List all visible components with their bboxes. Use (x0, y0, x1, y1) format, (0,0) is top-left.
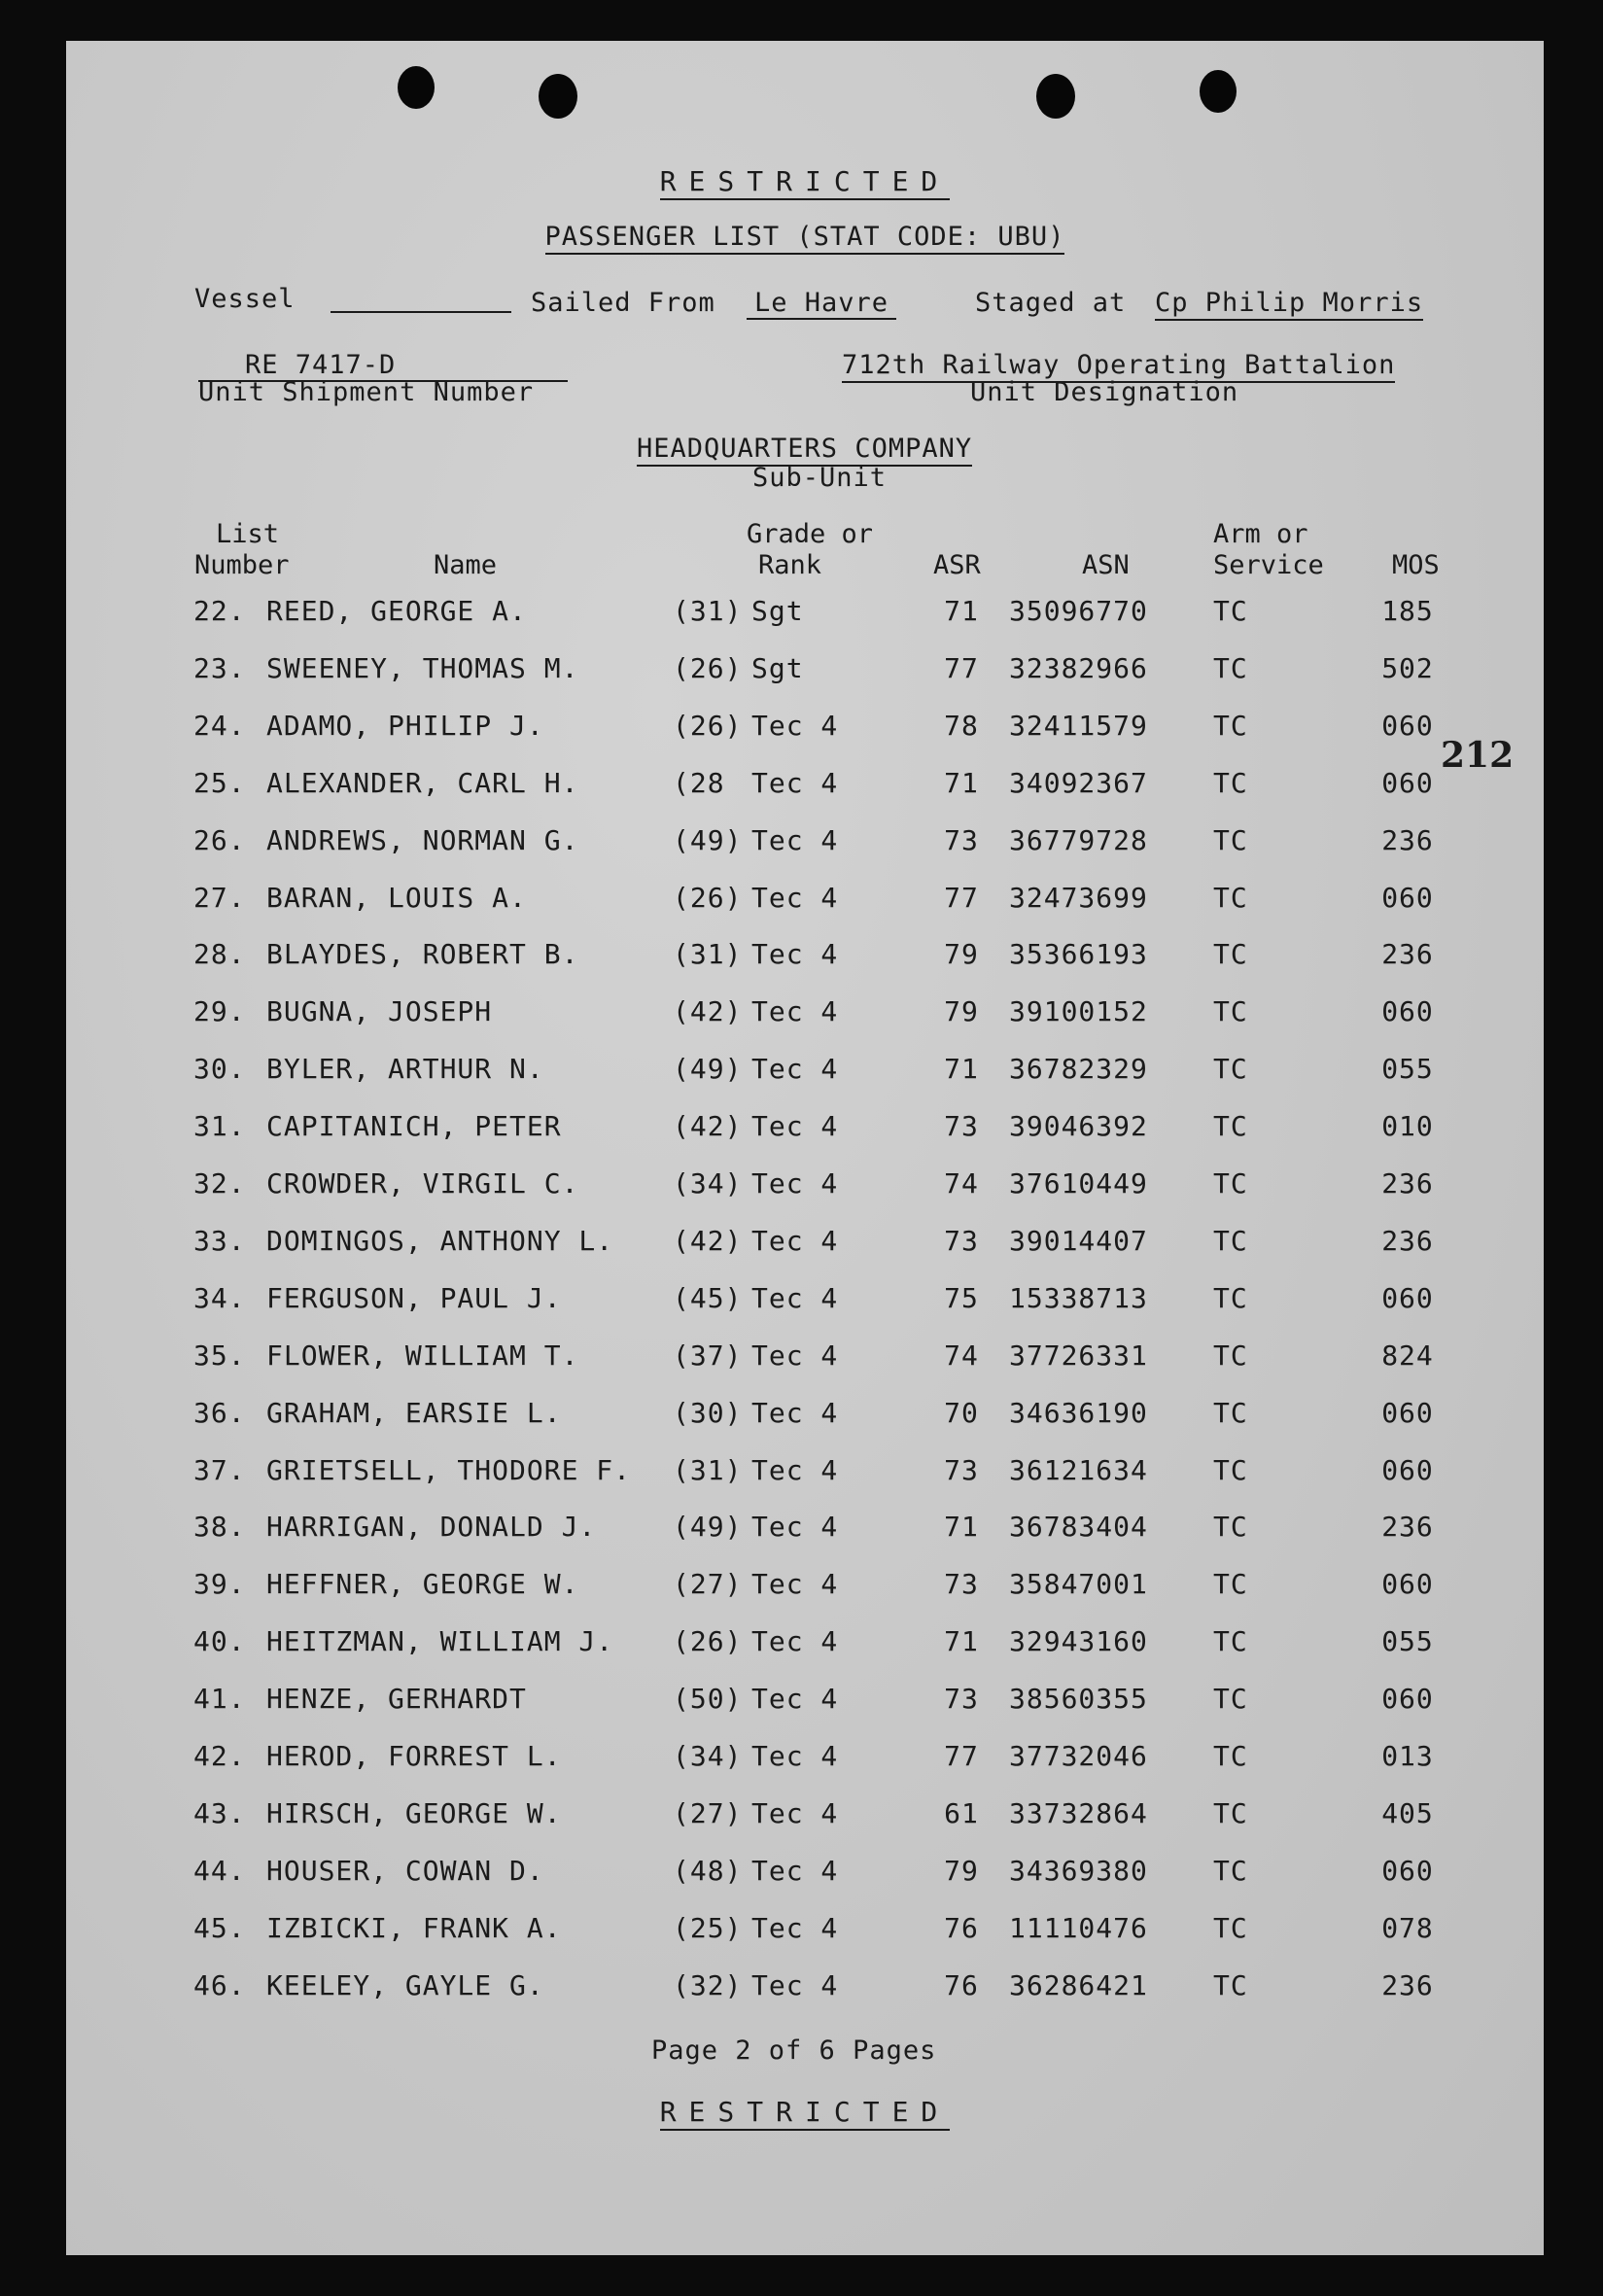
asr-score: 73 (944, 823, 979, 856)
passenger-name: KEELEY, GAYLE G. (266, 1968, 544, 2001)
list-number: 24. (193, 709, 246, 742)
table-row (66, 1225, 1544, 1264)
mos-code: 236 (1381, 1511, 1434, 1544)
table-row (66, 1969, 1544, 2008)
punch-hole (1036, 74, 1075, 119)
sailed-from-label: Sailed From (531, 288, 715, 318)
army-serial-number: 35366193 (1009, 938, 1148, 971)
army-serial-number: 39014407 (1009, 1224, 1148, 1257)
grade-or-rank: Tec 4 (751, 1854, 839, 1887)
table-row (66, 1339, 1544, 1378)
arm-or-service: TC (1213, 1396, 1248, 1429)
mos-code: 060 (1381, 1453, 1434, 1486)
arm-or-service: TC (1213, 995, 1248, 1028)
arm-or-service: TC (1213, 1053, 1248, 1086)
passenger-name: HENZE, GERHARDT (266, 1683, 527, 1716)
grade-or-rank: Tec 4 (751, 1796, 839, 1829)
table-row (66, 995, 1544, 1034)
classification-footer: RESTRICTED (66, 2096, 1544, 2128)
mos-code: 060 (1381, 1281, 1434, 1314)
passenger-name: ADAMO, PHILIP J. (266, 709, 544, 742)
mos-code: 055 (1381, 1625, 1434, 1658)
list-number: 46. (193, 1968, 246, 2001)
army-serial-number: 32382966 (1009, 651, 1148, 684)
grade-or-rank: Tec 4 (751, 995, 839, 1028)
passenger-name: ANDREWS, NORMAN G. (266, 823, 579, 856)
passenger-age: (50) (673, 1683, 743, 1716)
asr-score: 77 (944, 651, 979, 684)
passenger-name: CAPITANICH, PETER (266, 1110, 562, 1143)
table-row (66, 938, 1544, 977)
arm-or-service: TC (1213, 1740, 1248, 1772)
passenger-age: (30) (673, 1396, 743, 1429)
grade-or-rank: Sgt (751, 651, 804, 684)
list-number: 41. (193, 1683, 246, 1716)
grade-or-rank: Tec 4 (751, 1339, 839, 1372)
passenger-age: (49) (673, 1511, 743, 1544)
grade-or-rank: Tec 4 (751, 823, 839, 856)
table-row (66, 767, 1544, 806)
passenger-age: (26) (673, 1625, 743, 1658)
asr-score: 73 (944, 1224, 979, 1257)
passenger-name: HARRIGAN, DONALD J. (266, 1511, 597, 1544)
passenger-age: (42) (673, 1110, 743, 1143)
grade-or-rank: Tec 4 (751, 709, 839, 742)
mos-code: 405 (1381, 1796, 1434, 1829)
mos-code: 060 (1381, 995, 1434, 1028)
staged-at-value: Cp Philip Morris (1155, 288, 1423, 318)
passenger-age: (26) (673, 881, 743, 914)
table-row (66, 1797, 1544, 1836)
passenger-name: GRAHAM, EARSIE L. (266, 1396, 562, 1429)
passenger-name: GRIETSELL, THODORE F. (266, 1453, 632, 1486)
grade-or-rank: Tec 4 (751, 1740, 839, 1772)
passenger-name: FLOWER, WILLIAM T. (266, 1339, 579, 1372)
passenger-age: (34) (673, 1167, 743, 1200)
grade-or-rank: Tec 4 (751, 1683, 839, 1716)
grade-or-rank: Tec 4 (751, 938, 839, 971)
mos-code: 236 (1381, 1224, 1434, 1257)
passenger-name: BYLER, ARTHUR N. (266, 1053, 544, 1086)
table-row (66, 1053, 1544, 1092)
arm-or-service: TC (1213, 1339, 1248, 1372)
army-serial-number: 34636190 (1009, 1396, 1148, 1429)
list-number: 35. (193, 1339, 246, 1372)
army-serial-number: 39100152 (1009, 995, 1148, 1028)
passenger-name: SWEENEY, THOMAS M. (266, 651, 579, 684)
table-row (66, 595, 1544, 634)
table-row (66, 1397, 1544, 1436)
arm-or-service: TC (1213, 938, 1248, 971)
army-serial-number: 37726331 (1009, 1339, 1148, 1372)
army-serial-number: 35096770 (1009, 595, 1148, 627)
passenger-age: (34) (673, 1740, 743, 1772)
army-serial-number: 35847001 (1009, 1568, 1148, 1601)
passenger-name: HEITZMAN, WILLIAM J. (266, 1625, 614, 1658)
table-row (66, 1454, 1544, 1493)
list-number: 43. (193, 1796, 246, 1829)
asr-score: 61 (944, 1796, 979, 1829)
army-serial-number: 11110476 (1009, 1911, 1148, 1944)
asr-score: 79 (944, 995, 979, 1028)
army-serial-number: 15338713 (1009, 1281, 1148, 1314)
arm-or-service: TC (1213, 1854, 1248, 1887)
army-serial-number: 38560355 (1009, 1683, 1148, 1716)
passenger-name: HEROD, FORREST L. (266, 1740, 562, 1772)
passenger-list-title: PASSENGER LIST (STAT CODE: UBU) (66, 222, 1544, 252)
unit-shipment-number-value: RE 7417-D (198, 350, 568, 382)
mos-code: 013 (1381, 1740, 1434, 1772)
grade-or-rank: Tec 4 (751, 1568, 839, 1601)
grade-or-rank: Tec 4 (751, 766, 839, 799)
arm-or-service: TC (1213, 1968, 1248, 2001)
vessel-label: Vessel (194, 284, 296, 314)
grade-or-rank: Tec 4 (751, 1911, 839, 1944)
list-number: 25. (193, 766, 246, 799)
vessel-value (331, 284, 511, 313)
unit-designation-value: 712th Railway Operating Battalion (842, 350, 1395, 380)
army-serial-number: 33732864 (1009, 1796, 1148, 1829)
list-number: 40. (193, 1625, 246, 1658)
list-number: 26. (193, 823, 246, 856)
punch-hole (398, 66, 435, 109)
asr-score: 74 (944, 1167, 979, 1200)
passenger-age: (49) (673, 823, 743, 856)
table-row (66, 1912, 1544, 1951)
column-header-grade: Grade or Rank (747, 519, 874, 580)
table-row (66, 1511, 1544, 1549)
arm-or-service: TC (1213, 1625, 1248, 1658)
mos-code: 055 (1381, 1053, 1434, 1086)
army-serial-number: 39046392 (1009, 1110, 1148, 1143)
punch-hole (1200, 70, 1237, 113)
army-serial-number: 34092367 (1009, 766, 1148, 799)
arm-or-service: TC (1213, 1453, 1248, 1486)
asr-score: 71 (944, 1625, 979, 1658)
mos-code: 236 (1381, 1167, 1434, 1200)
sub-unit-value: HEADQUARTERS COMPANY (637, 434, 972, 464)
passenger-name: HOUSER, COWAN D. (266, 1854, 544, 1887)
list-number: 44. (193, 1854, 246, 1887)
arm-or-service: TC (1213, 766, 1248, 799)
list-number: 38. (193, 1511, 246, 1544)
arm-or-service: TC (1213, 595, 1248, 627)
passenger-age: (49) (673, 1053, 743, 1086)
asr-score: 71 (944, 1053, 979, 1086)
asr-score: 70 (944, 1396, 979, 1429)
arm-or-service: TC (1213, 1911, 1248, 1944)
list-number: 27. (193, 881, 246, 914)
mos-code: 060 (1381, 1568, 1434, 1601)
passenger-age: (45) (673, 1281, 743, 1314)
asr-score: 71 (944, 766, 979, 799)
asr-score: 73 (944, 1110, 979, 1143)
mos-code: 060 (1381, 1683, 1434, 1716)
passenger-age: (31) (673, 1453, 743, 1486)
column-header-asr: ASR (933, 550, 981, 580)
passenger-age: (31) (673, 595, 743, 627)
army-serial-number: 36783404 (1009, 1511, 1148, 1544)
asr-score: 73 (944, 1453, 979, 1486)
passenger-age: (27) (673, 1568, 743, 1601)
document-sheet (66, 41, 1544, 2255)
grade-or-rank: Tec 4 (751, 881, 839, 914)
sub-unit-label: Sub-Unit (752, 463, 888, 493)
mos-code: 060 (1381, 1396, 1434, 1429)
arm-or-service: TC (1213, 881, 1248, 914)
army-serial-number: 37732046 (1009, 1740, 1148, 1772)
list-number: 37. (193, 1453, 246, 1486)
grade-or-rank: Tec 4 (751, 1281, 839, 1314)
table-row (66, 1568, 1544, 1607)
table-row (66, 1855, 1544, 1894)
mos-code: 236 (1381, 938, 1434, 971)
table-row (66, 710, 1544, 748)
list-number: 31. (193, 1110, 246, 1143)
grade-or-rank: Tec 4 (751, 1396, 839, 1429)
passenger-age: (26) (673, 651, 743, 684)
passenger-name: REED, GEORGE A. (266, 595, 527, 627)
sailed-from-value: Le Havre (747, 288, 896, 318)
mos-code: 060 (1381, 766, 1434, 799)
passenger-age: (32) (673, 1968, 743, 2001)
column-header-name: Name (434, 550, 498, 580)
passenger-age: (48) (673, 1854, 743, 1887)
list-number: 22. (193, 595, 246, 627)
passenger-age: (27) (673, 1796, 743, 1829)
arm-or-service: TC (1213, 709, 1248, 742)
passenger-age: (42) (673, 995, 743, 1028)
mos-code: 236 (1381, 823, 1434, 856)
column-header-mos: MOS (1392, 550, 1440, 580)
mos-code: 060 (1381, 881, 1434, 914)
list-number: 36. (193, 1396, 246, 1429)
passenger-name: ALEXANDER, CARL H. (266, 766, 579, 799)
asr-score: 75 (944, 1281, 979, 1314)
passenger-name: DOMINGOS, ANTHONY L. (266, 1224, 614, 1257)
list-number: 32. (193, 1167, 246, 1200)
list-number: 45. (193, 1911, 246, 1944)
asr-score: 71 (944, 1511, 979, 1544)
grade-or-rank: Tec 4 (751, 1511, 839, 1544)
grade-or-rank: Tec 4 (751, 1453, 839, 1486)
asr-score: 71 (944, 595, 979, 627)
army-serial-number: 32411579 (1009, 709, 1148, 742)
mos-code: 824 (1381, 1339, 1434, 1372)
asr-score: 77 (944, 881, 979, 914)
list-number: 23. (193, 651, 246, 684)
passenger-name: HEFFNER, GEORGE W. (266, 1568, 579, 1601)
list-number: 42. (193, 1740, 246, 1772)
mos-code: 010 (1381, 1110, 1434, 1143)
passenger-name: IZBICKI, FRANK A. (266, 1911, 562, 1944)
army-serial-number: 36286421 (1009, 1968, 1148, 2001)
list-number: 28. (193, 938, 246, 971)
army-serial-number: 36779728 (1009, 823, 1148, 856)
passenger-name: HIRSCH, GEORGE W. (266, 1796, 562, 1829)
passenger-name: BLAYDES, ROBERT B. (266, 938, 579, 971)
asr-score: 77 (944, 1740, 979, 1772)
mos-code: 060 (1381, 1854, 1434, 1887)
list-number: 39. (193, 1568, 246, 1601)
grade-or-rank: Tec 4 (751, 1167, 839, 1200)
page-indicator: Page 2 of 6 Pages (651, 2035, 937, 2066)
table-row (66, 824, 1544, 863)
arm-or-service: TC (1213, 651, 1248, 684)
asr-score: 73 (944, 1568, 979, 1601)
mos-code: 236 (1381, 1968, 1434, 2001)
passenger-age: (42) (673, 1224, 743, 1257)
passenger-age: (31) (673, 938, 743, 971)
army-serial-number: 32473699 (1009, 881, 1148, 914)
grade-or-rank: Tec 4 (751, 1053, 839, 1086)
asr-score: 79 (944, 938, 979, 971)
punch-hole (539, 74, 577, 119)
arm-or-service: TC (1213, 1224, 1248, 1257)
table-row (66, 1282, 1544, 1321)
table-row (66, 1167, 1544, 1206)
grade-or-rank: Tec 4 (751, 1110, 839, 1143)
passenger-age: (26) (673, 709, 743, 742)
table-row (66, 882, 1544, 921)
grade-or-rank: Tec 4 (751, 1625, 839, 1658)
army-serial-number: 32943160 (1009, 1625, 1148, 1658)
arm-or-service: TC (1213, 1281, 1248, 1314)
grade-or-rank: Tec 4 (751, 1968, 839, 2001)
list-number: 29. (193, 995, 246, 1028)
asr-score: 74 (944, 1339, 979, 1372)
passenger-name: BARAN, LOUIS A. (266, 881, 527, 914)
table-row (66, 1683, 1544, 1722)
army-serial-number: 34369380 (1009, 1854, 1148, 1887)
passenger-age: (25) (673, 1911, 743, 1944)
army-serial-number: 36782329 (1009, 1053, 1148, 1086)
arm-or-service: TC (1213, 1683, 1248, 1716)
arm-or-service: TC (1213, 1796, 1248, 1829)
passenger-name: CROWDER, VIRGIL C. (266, 1167, 579, 1200)
passenger-name: FERGUSON, PAUL J. (266, 1281, 562, 1314)
asr-score: 79 (944, 1854, 979, 1887)
arm-or-service: TC (1213, 823, 1248, 856)
list-number: 30. (193, 1053, 246, 1086)
unit-designation-label: Unit Designation (970, 377, 1239, 407)
list-number: 34. (193, 1281, 246, 1314)
army-serial-number: 37610449 (1009, 1167, 1148, 1200)
asr-score: 73 (944, 1683, 979, 1716)
passenger-age: (28 (673, 766, 725, 799)
arm-or-service: TC (1213, 1568, 1248, 1601)
column-header-asn: ASN (1082, 550, 1130, 580)
staged-at-label: Staged at (975, 288, 1127, 318)
page-stamp: 212 (1441, 735, 1515, 776)
mos-code: 060 (1381, 709, 1434, 742)
mos-code: 502 (1381, 651, 1434, 684)
arm-or-service: TC (1213, 1167, 1248, 1200)
army-serial-number: 36121634 (1009, 1453, 1148, 1486)
unit-shipment-number-label: Unit Shipment Number (198, 377, 535, 407)
asr-score: 76 (944, 1911, 979, 1944)
mos-code: 078 (1381, 1911, 1434, 1944)
passenger-name: BUGNA, JOSEPH (266, 995, 493, 1028)
table-row (66, 652, 1544, 691)
column-header-arm-or-service: Arm or Service (1213, 519, 1324, 580)
table-row (66, 1740, 1544, 1779)
passenger-age: (37) (673, 1339, 743, 1372)
list-number: 33. (193, 1224, 246, 1257)
grade-or-rank: Sgt (751, 595, 804, 627)
table-row (66, 1110, 1544, 1149)
asr-score: 76 (944, 1968, 979, 2001)
arm-or-service: TC (1213, 1110, 1248, 1143)
mos-code: 185 (1381, 595, 1434, 627)
grade-or-rank: Tec 4 (751, 1224, 839, 1257)
table-row (66, 1625, 1544, 1664)
classification-header: RESTRICTED (66, 165, 1544, 197)
arm-or-service: TC (1213, 1511, 1248, 1544)
column-header-list-number: List Number (194, 519, 290, 580)
asr-score: 78 (944, 709, 979, 742)
